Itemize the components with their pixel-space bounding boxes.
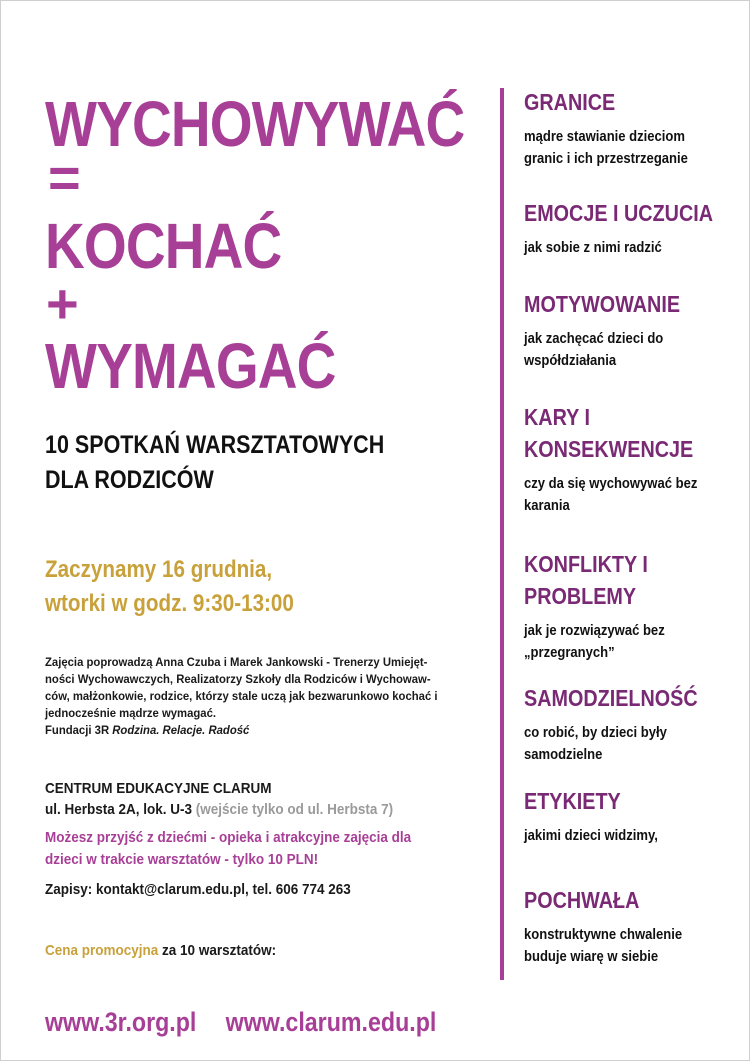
topic-description <box>524 924 718 968</box>
signup-contact: Zapisy: kontakt@clarum.edu.pl, tel. 606 774 263 <box>45 881 351 898</box>
topic-description <box>524 620 718 664</box>
start-date-line-1: Zaczynamy 16 grudnia, <box>45 556 273 583</box>
topic-description <box>524 825 718 847</box>
venue-name: CENTRUM EDUKACYJNE CLARUM <box>45 780 272 797</box>
title-plus: + <box>46 272 78 335</box>
topic-heading: GRANICE <box>524 89 616 115</box>
start-time-line-2: wtorki w godz. 9:30-13:00 <box>45 590 294 617</box>
kids-note <box>45 827 485 871</box>
website-links <box>45 1004 436 1040</box>
topic-description-line: jak je rozwiązywać bez <box>524 623 665 639</box>
topic-description-line: granic i ich przestrzeganie <box>524 151 688 167</box>
topic-description-line: „przegranych” <box>524 645 615 661</box>
topic-description <box>524 722 718 766</box>
price-label: Cena promocyjna <box>45 942 159 959</box>
title-line-1: WYCHOWYWAĆ <box>45 88 465 160</box>
link-clarum[interactable]: www.clarum.edu.pl <box>225 1007 437 1037</box>
venue <box>45 778 485 820</box>
topic-description <box>524 473 718 517</box>
foundation-prefix: Fundacji 3R <box>45 723 113 737</box>
topic-etykiety <box>524 785 739 847</box>
price-rest: za 10 warsztatów: <box>158 942 277 959</box>
topic-heading: ETYKIETY <box>524 788 621 814</box>
topic-heading: SAMODZIELNOŚĆ <box>524 685 698 711</box>
link-3r[interactable]: www.3r.org.pl <box>45 1007 197 1037</box>
topic-heading-line: KONSEKWENCJE <box>524 436 694 462</box>
start-date <box>45 553 294 621</box>
description <box>45 654 475 739</box>
foundation-motto: Rodzina. Relacje. Radość <box>112 723 250 737</box>
topic-heading-line: PROBLEMY <box>524 583 637 609</box>
topic-description-line: buduje wiarę w siebie <box>524 949 659 965</box>
topic-samodzielnosc <box>524 682 739 766</box>
topic-granice <box>524 86 739 170</box>
topic-description <box>524 328 718 372</box>
title-line-3: WYMAGAĆ <box>45 330 336 402</box>
venue-entrance-note: (wejście tylko od ul. Herbsta 7) <box>195 801 394 818</box>
topic-description <box>524 237 718 259</box>
price <box>45 941 276 961</box>
description-line-1: Zajęcia poprowadzą Anna Czuba i Marek Jankowski - Trenerzy Umiejęt- <box>45 655 428 669</box>
topic-heading <box>524 401 709 465</box>
subtitle-line-1: 10 SPOTKAŃ WARSZTATOWYCH <box>45 431 385 459</box>
topic-konflikty <box>524 548 739 664</box>
topic-description-line: jak sobie z nimi radzić <box>524 240 662 256</box>
topic-description-line: mądre stawianie dzieciom <box>524 129 686 145</box>
topic-description-line: jak zachęcać dzieci do <box>524 331 664 347</box>
kids-note-line-1: Możesz przyjść z dziećmi - opieka i atrakcyjne zajęcia dla <box>45 829 412 846</box>
venue-address-line <box>45 799 441 820</box>
description-line-2: ności Wychowawczych, Realizatorzy Szkoły dla Rodziców i Wychowaw- <box>45 672 431 686</box>
topic-heading: MOTYWOWANIE <box>524 291 681 317</box>
vertical-divider <box>500 88 504 980</box>
kids-note-line-2: dzieci w trakcie warsztatów - tylko 10 PLN! <box>45 851 319 868</box>
topic-description-line: współdziałania <box>524 353 617 369</box>
description-line-3: ców, małżonkowie, rodzice, którzy stale uczą jak bezwarunkowo kochać i <box>45 689 438 703</box>
topic-description-line: konstruktywne chwalenie <box>524 927 683 943</box>
topic-heading-line: KARY I <box>524 404 590 430</box>
subtitle <box>45 428 415 498</box>
topic-heading: EMOCJE I UCZUCIA <box>524 200 714 226</box>
topic-emocje <box>524 197 739 259</box>
topic-description-line: czy da się wychowywać bez <box>524 476 698 492</box>
topic-description-line: samodzielne <box>524 747 603 763</box>
topic-pochwala <box>524 884 739 968</box>
topic-heading: POCHWAŁA <box>524 887 640 913</box>
topic-motywowanie <box>524 288 739 372</box>
description-line-4: jednocześnie mądrze wymagać. <box>45 706 217 720</box>
topic-description-line: jakimi dzieci widzimy, <box>524 828 658 844</box>
subtitle-line-2: DLA RODZICÓW <box>45 466 214 494</box>
topic-kary <box>524 401 739 517</box>
topic-description <box>524 126 718 170</box>
topic-heading <box>524 548 709 612</box>
topic-heading-line: KONFLIKTY I <box>524 551 648 577</box>
foundation-line <box>45 722 441 739</box>
venue-address: ul. Herbsta 2A, lok. U-3 <box>45 801 196 818</box>
topic-description-line: co robić, by dzieci były <box>524 725 667 741</box>
topic-description-line: karania <box>524 498 570 514</box>
title-equals: = <box>48 146 80 209</box>
title-line-2: KOCHAĆ <box>45 210 282 282</box>
